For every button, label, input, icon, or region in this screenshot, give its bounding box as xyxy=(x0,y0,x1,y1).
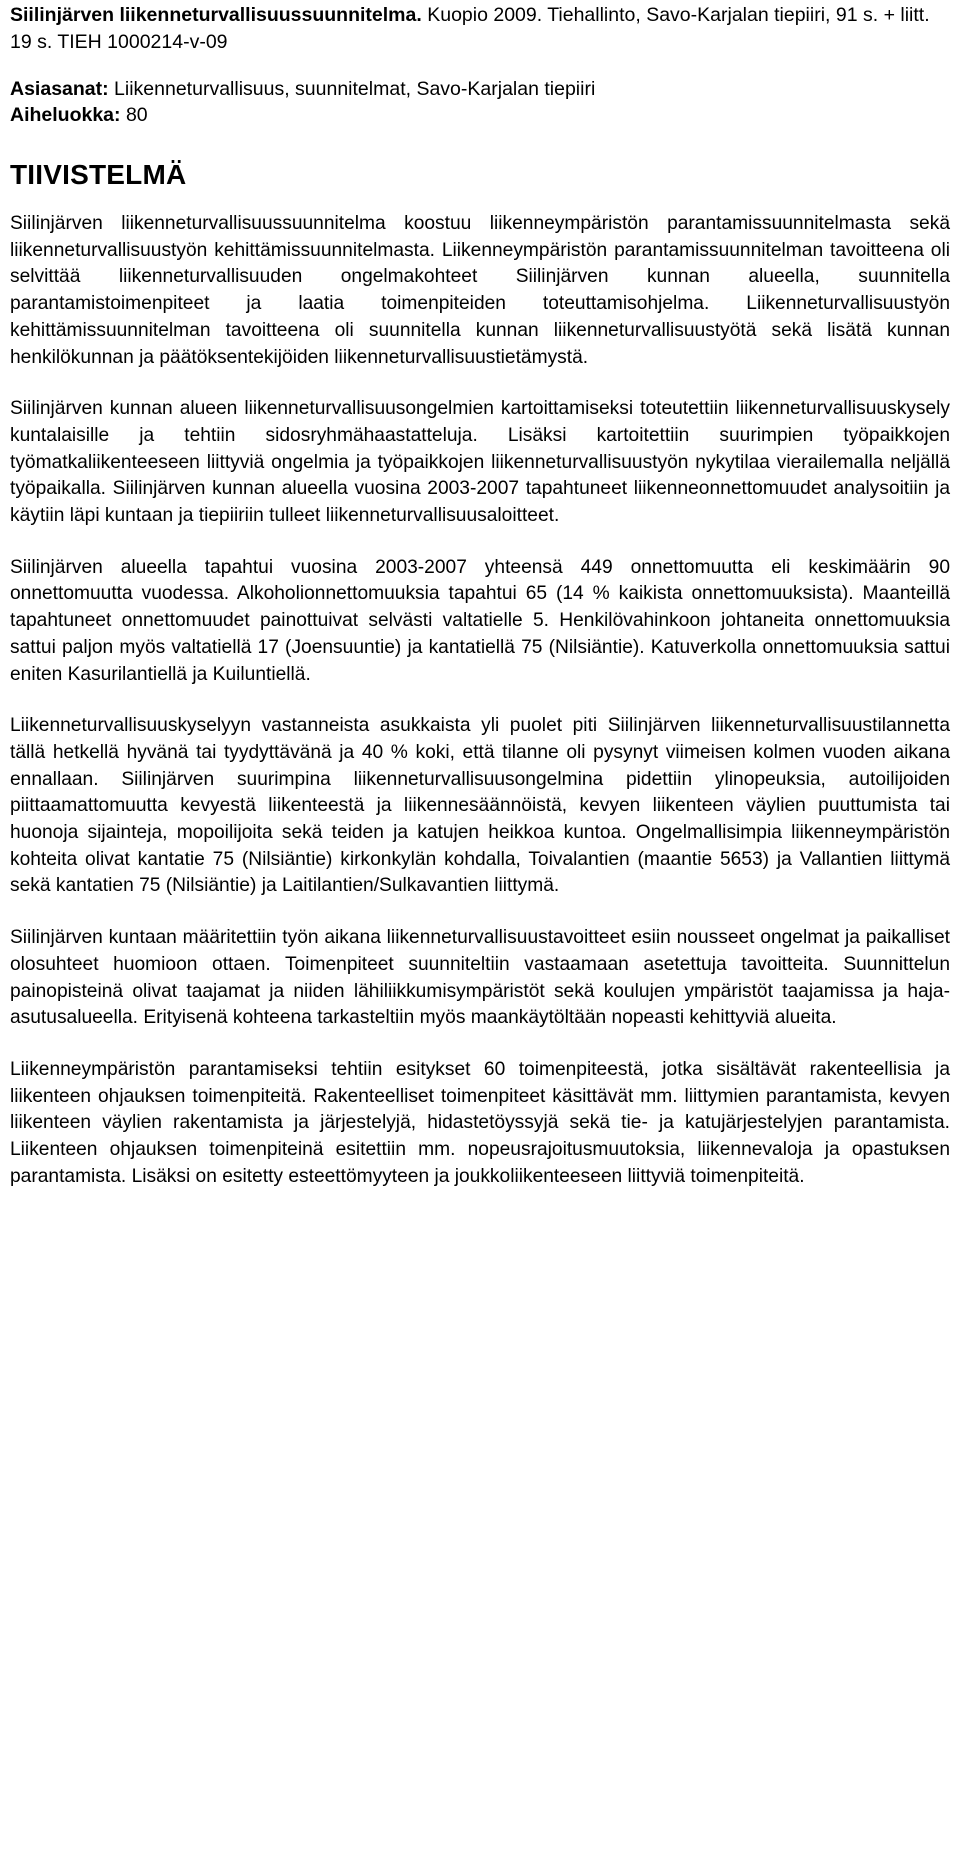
document-page xyxy=(10,0,950,1216)
category-line xyxy=(10,102,950,128)
summary-body xyxy=(10,211,950,1191)
report-title: Siilinjärven liikenneturvallisuussuunnitelma. xyxy=(10,4,422,26)
subjects-line xyxy=(10,76,950,102)
publication-details: Kuopio 2009. Tiehallinto, Savo-Karjalan tiepiiri, 91 s. + liitt. 19 s. TIEH 1000214-v-09 xyxy=(10,4,930,53)
subjects-label: Asiasanat: xyxy=(10,78,109,100)
metadata-block xyxy=(10,76,950,128)
summary-paragraph: Siilinjärven kunnan alueen liikenneturvallisuusongelmien kartoittamiseksi toteutettiin liikenneturvallisuuskysely kuntalaisille ja tehtiin sidosryhmähaastatteluja. Lisäksi kartoitettiin suurimpien työpaikkojen työmatkaliikenteeseen liittyviä ongelmia ja työpaikkojen liikenneturvallisuustyön nykytilaa vierailemalla neljällä työpaikalla. Siilinjärven kunnan alueella vuosina 2003-2007 tapahtuneet liikenneonnettomuudet analysoitiin ja käytiin läpi kuntaan ja tiepiiriin tulleet liikenneturvallisuusaloitteet. xyxy=(10,398,950,527)
summary-paragraph: Liikenneturvallisuuskyselyyn vastanneista asukkaista yli puolet piti Siilinjärven liikenneturvallisuustilannetta tällä hetkellä hyvänä tai tyydyttävänä ja 40 % koki, että tilanne oli pysynyt viimeisen kolmen vuoden aikana ennallaan. Siilinjärven suurimpina liikenneturvallisuusongelmina pidettiin ylinopeuksia, autoilijoiden piittaamattomuutta kevyestä liikenteestä ja liikennesäännöistä, kevyen liikenteen väylien puuttumista tai huonoja sijainteja, mopoilijoita sekä teiden ja katujen heikkoa kuntoa. Ongelmallisimpia liikenneympäristön kohteita olivat kantatie 75 (Nilsiäntie) kirkonkylän kohdalla, Toivalantien (maantie 5653) ja Vallantien liittymä sekä kantatien 75 (Nilsiäntie) ja Laitilantien/Sulkavantien liittymä. xyxy=(10,715,950,897)
summary-paragraph: Siilinjärven kuntaan määritettiin työn aikana liikenneturvallisuustavoitteet esiin nousseet ongelmat ja paikalliset olosuhteet huomioon ottaen. Toimenpiteet suunniteltiin vastaamaan asetettuja tavoitteita. Suunnittelun painopisteinä olivat taajamat ja niiden lähiliikkumisympäristöt sekä koulujen ympäristöt taajamissa ja haja-asutusalueella. Erityisenä kohteena tarkasteltiin myös maankäytöltään nopeasti kehittyviä alueita. xyxy=(10,927,950,1029)
summary-heading: TIIVISTELMÄ xyxy=(10,159,187,190)
summary-paragraph: Siilinjärven alueella tapahtui vuosina 2003-2007 yhteensä 449 onnettomuutta eli keskimäärin 90 onnettomuutta vuodessa. Alkoholionnettomuuksia tapahtui 65 (14 % kaikista onnettomuuksista). Maanteillä tapahtuneet onnettomuudet painottuivat selvästi valtatielle 5. Henkilövahinkoon johtaneita onnettomuuksia sattui paljon myös valtatiellä 17 (Joensuuntie) ja kantatiellä 75 (Nilsiäntie). Katuverkolla onnettomuuksia sattui eniten Kasurilantiellä ja Kuiluntiellä. xyxy=(10,556,950,685)
summary-paragraph: Siilinjärven liikenneturvallisuussuunnitelma koostuu liikenneympäristön parantamissuunnitelmasta sekä liikenneturvallisuustyön kehittämissuunnitelmasta. Liikenneympäristön parantamissuunnitelman tavoitteena oli selvittää liikenneturvallisuuden ongelmakohteet Siilinjärven kunnan alueella, suunnitella parantamistoimenpiteet ja laatia toimenpiteiden toteuttamisohjelma. Liikenneturvallisuustyön kehittämissuunnitelman tavoitteena oli suunnitella kunnan liikenneturvallisuustyötä sekä lisätä kunnan henkilökunnan ja päätöksentekijöiden liikenneturvallisuustietämystä. xyxy=(10,213,950,368)
subjects-value: Liikenneturvallisuus, suunnitelmat, Savo-Karjalan tiepiiri xyxy=(108,78,596,100)
summary-paragraph: Liikenneympäristön parantamiseksi tehtiin esitykset 60 toimenpiteestä, jotka sisältävät rakenteellisia ja liikenteen ohjauksen toimenpiteitä. Rakenteelliset toimenpiteet käsittävät mm. liittymien parantamista, kevyen liikenteen väylien rakentamista ja järjestelyjä, hidastetöyssyjä sekä tie- ja katujärjestelyjen parantamista. Liikenteen ohjauksen toimenpiteinä esitettiin mm. nopeusrajoitusmuutoksia, liikennevaloja ja opastuksen parantamista. Lisäksi on esitetty esteettömyyteen ja joukkoliikenteeseen liittyviä toimenpiteitä. xyxy=(10,1058,950,1187)
category-label: Aiheluokka: xyxy=(10,104,121,126)
category-value: 80 xyxy=(120,104,148,126)
citation-header xyxy=(10,2,950,56)
